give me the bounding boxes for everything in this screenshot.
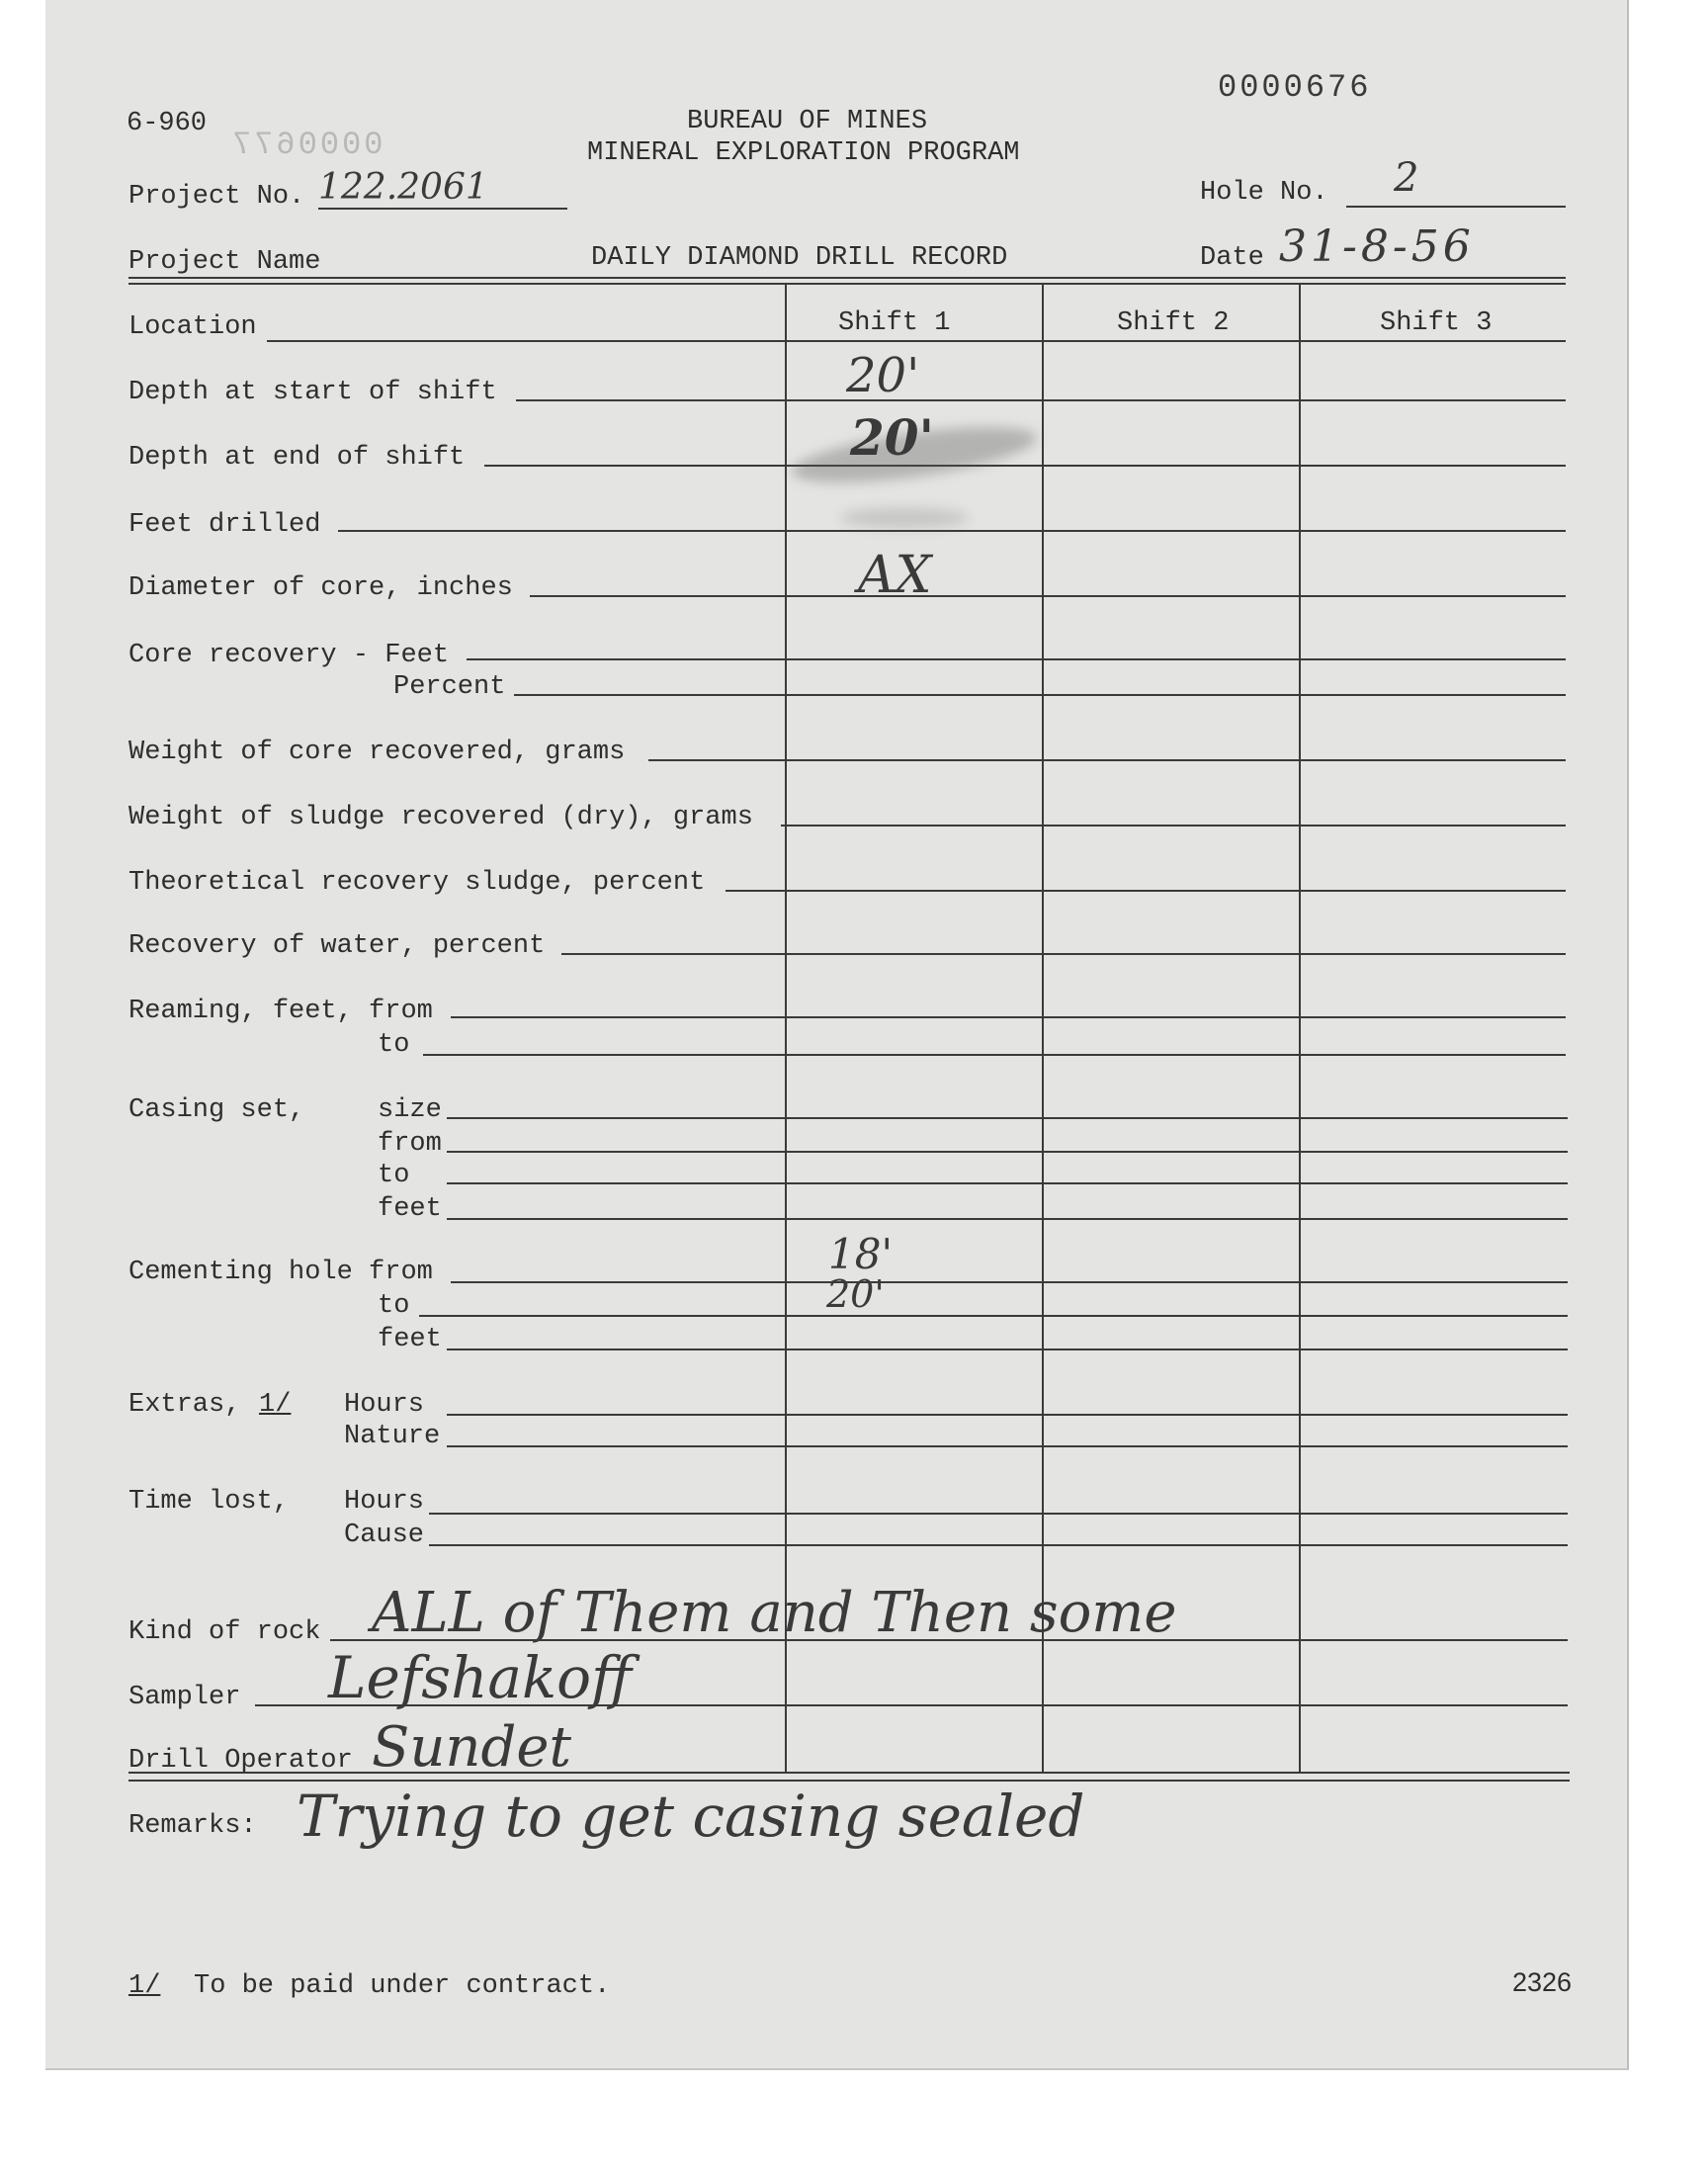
- bleedthrough-number: 0000677: [229, 127, 384, 163]
- depth-start-line: [516, 399, 1566, 401]
- cementing-from-line: [451, 1281, 1568, 1283]
- cementing-feet-line: [447, 1348, 1568, 1350]
- sampler-value: Lefshakoff: [328, 1644, 633, 1711]
- kind-of-rock-label: Kind of rock: [128, 1617, 321, 1647]
- diameter-label: Diameter of core, inches: [128, 573, 513, 603]
- footnote-marker: 1/: [128, 1971, 161, 2001]
- project-number-line: [318, 208, 567, 210]
- project-number-label: Project No.: [128, 182, 305, 212]
- remarks-value: Trying to get casing sealed: [297, 1783, 1085, 1850]
- casing-size-label: size: [378, 1095, 442, 1125]
- page-code: 2326: [1512, 1967, 1573, 1997]
- column-divider-2: [1042, 283, 1044, 1774]
- time-cause-line: [429, 1544, 1568, 1546]
- time-hours-line: [429, 1513, 1568, 1515]
- extras-nature-line: [447, 1445, 1568, 1447]
- cement-from-shift1: 18': [828, 1230, 893, 1278]
- date-label: Date: [1200, 243, 1264, 273]
- time-lost-label: Time lost,: [128, 1487, 290, 1517]
- weight-sludge-line: [781, 825, 1566, 826]
- extras-label: Extras,: [128, 1390, 241, 1420]
- casing-label: Casing set,: [128, 1095, 305, 1125]
- top-rule-2: [128, 283, 1566, 285]
- time-hours-label: Hours: [344, 1487, 425, 1517]
- footnote-text: To be paid under contract.: [194, 1971, 611, 2001]
- diameter-shift1: AX: [858, 546, 932, 605]
- time-cause-label: Cause: [344, 1521, 425, 1550]
- erasure-smudge: [840, 508, 969, 528]
- location-label: Location: [128, 312, 257, 342]
- hole-number-line: [1346, 206, 1566, 208]
- theoretical-line: [726, 890, 1566, 892]
- depth-end-shift1: 20': [850, 408, 934, 467]
- program-title: MINERAL EXPLORATION PROGRAM: [587, 138, 1020, 168]
- cementing-to-label: to: [378, 1291, 410, 1321]
- extras-note-marker: 1/: [259, 1390, 292, 1420]
- shift-3-header: Shift 3: [1380, 308, 1493, 338]
- project-name-label: Project Name: [128, 247, 321, 277]
- extras-hours-line: [447, 1414, 1568, 1416]
- casing-to-line: [447, 1182, 1568, 1184]
- hole-number-value: 2: [1394, 155, 1419, 201]
- reaming-label: Reaming, feet, from: [128, 997, 433, 1026]
- feet-drilled-label: Feet drilled: [128, 510, 321, 540]
- form-number: 6-960: [127, 109, 208, 138]
- core-recovery-label: Core recovery - Feet: [128, 641, 450, 670]
- drill-operator-value: Sundet: [372, 1715, 571, 1780]
- document-number: 0000676: [1218, 69, 1372, 106]
- theoretical-label: Theoretical recovery sludge, percent: [128, 868, 706, 898]
- reaming-to-label: to: [378, 1030, 410, 1060]
- drill-operator-label: Drill Operator: [128, 1746, 353, 1776]
- depth-end-label: Depth at end of shift: [128, 443, 466, 473]
- bottom-rule-full: [128, 1772, 1570, 1774]
- shift-2-header: Shift 2: [1117, 308, 1230, 338]
- project-number-value: 122.2061: [318, 167, 488, 208]
- column-divider-3: [1299, 283, 1301, 1774]
- shift-1-header: Shift 1: [838, 308, 951, 338]
- extras-nature-label: Nature: [344, 1422, 441, 1451]
- core-recovery-line: [467, 658, 1566, 660]
- percent-line: [514, 694, 1566, 696]
- remarks-label: Remarks:: [128, 1811, 257, 1841]
- column-divider-1: [785, 283, 787, 1774]
- bottom-rule-2: [128, 1780, 1570, 1782]
- depth-start-label: Depth at start of shift: [128, 378, 497, 407]
- water-label: Recovery of water, percent: [128, 931, 546, 961]
- diameter-line: [530, 595, 1566, 597]
- casing-from-label: from: [378, 1129, 442, 1159]
- depth-start-shift1: 20': [846, 348, 920, 403]
- date-value: 31-8-56: [1279, 221, 1475, 272]
- cementing-feet-label: feet: [378, 1325, 442, 1354]
- reaming-from-line: [451, 1016, 1566, 1018]
- cementing-to-line: [419, 1315, 1568, 1317]
- percent-label: Percent: [393, 672, 506, 702]
- casing-from-line: [447, 1151, 1568, 1153]
- agency-title: BUREAU OF MINES: [687, 107, 928, 136]
- hole-number-label: Hole No.: [1200, 178, 1328, 208]
- cementing-label: Cementing hole from: [128, 1258, 433, 1287]
- casing-feet-label: feet: [378, 1194, 442, 1224]
- record-title: DAILY DIAMOND DRILL RECORD: [591, 243, 1008, 273]
- casing-feet-line: [447, 1218, 1568, 1220]
- casing-size-line: [447, 1117, 1568, 1119]
- kind-of-rock-value: ALL of Them and Then some: [372, 1581, 1177, 1645]
- extras-hours-label: Hours: [344, 1390, 425, 1420]
- feet-drilled-line: [338, 530, 1566, 532]
- depth-end-line: [484, 465, 1566, 467]
- top-rule: [128, 277, 1566, 279]
- casing-to-label: to: [378, 1161, 410, 1190]
- sampler-label: Sampler: [128, 1683, 241, 1712]
- weight-core-label: Weight of core recovered, grams: [128, 738, 626, 767]
- cement-to-shift1: 20': [826, 1272, 885, 1316]
- location-line: [267, 340, 1566, 342]
- weight-core-line: [648, 759, 1566, 761]
- weight-sludge-label: Weight of sludge recovered (dry), grams: [128, 803, 753, 832]
- water-line: [561, 953, 1566, 955]
- reaming-to-line: [423, 1054, 1566, 1056]
